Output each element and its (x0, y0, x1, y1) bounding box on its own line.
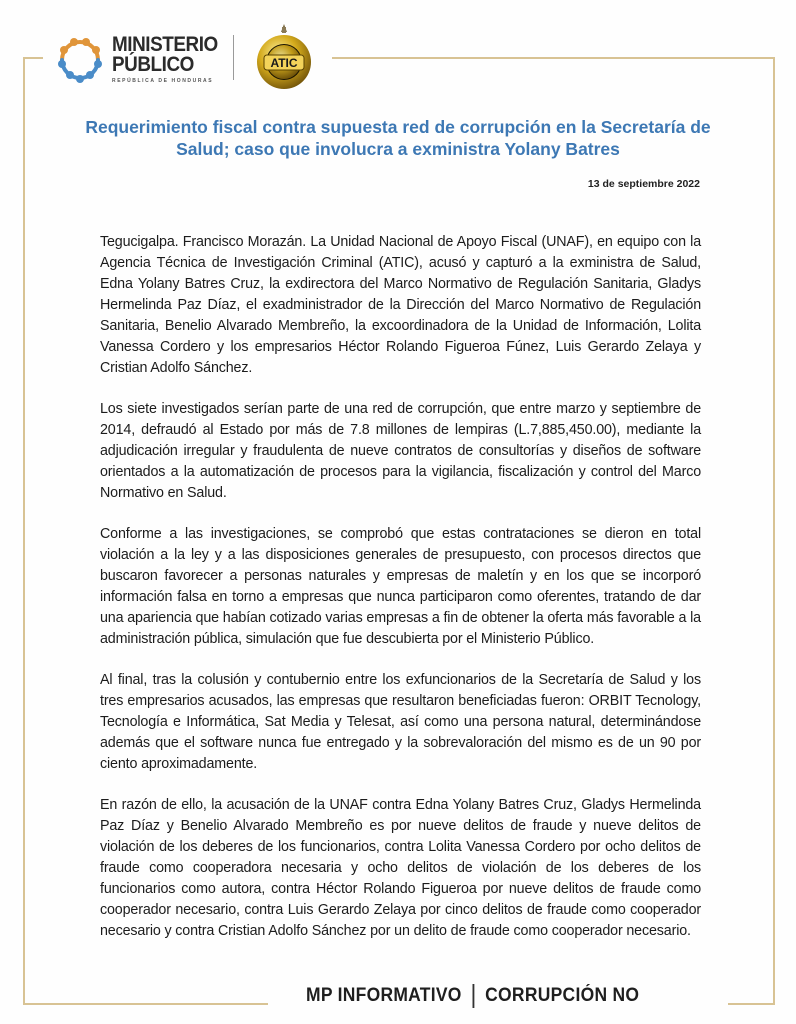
frame-top-left-line (23, 57, 43, 59)
atic-badge-icon (249, 22, 319, 92)
frame-right-line (773, 57, 775, 1005)
document-title: Requerimiento fiscal contra supuesta red de corrupción en la Secretaría de Salud; caso que involucra a exministra Yolany Batres (85, 117, 711, 159)
frame-left-line (23, 57, 25, 1005)
people-circle-icon (54, 34, 106, 84)
atic-label: ATIC (270, 56, 298, 70)
frame-bottom-right-line (728, 1003, 775, 1005)
document-date: 13 de septiembre 2022 (587, 178, 700, 190)
document-body (100, 232, 701, 962)
frame-bottom-left-line (23, 1003, 268, 1005)
paragraph: En razón de ello, la acusación de la UNAF contra Edna Yolany Batres Cruz, Gladys Hermelinda Paz Díaz y Benelio Alvarado Membreño es por nueve delitos de fraude y nueve delitos de violación de los deberes de los funcionarios, contra Lolita Vanessa Cordero por ocho delitos de fraude como cooperadora necesaria y ocho delitos de violación de los deberes de los funcionarios como autora, contra Héctor Rolando Figueroa por nueve delitos de fraude como cooperador necesario, contra Luis Gerardo Zelaya por cinco delitos de fraude como cooperador necesario y contra Cristian Adolfo Sánchez por un delito de fraude como cooperador necesario. (100, 797, 701, 939)
ministerio-publico-logo (54, 30, 224, 86)
paragraph: Los siete investigados serían parte de una red de corrupción, que entre marzo y septiembre de 2014, defraudó al Estado por más de 7.8 millones de lempiras (L.7,885,450.00), mediante la adjudicación irregular y fraudulenta de nueve contratos de consultorías y diseños de software orientados a la automatización de procesos para la vigilancia, fiscalización y control del Marco Normativo en Salud. (100, 401, 701, 501)
footer-mp-informativo: MP INFORMATIVO (306, 985, 462, 1006)
logo-subtitle: REPÚBLICA DE HONDURAS (112, 78, 214, 84)
logo-divider (233, 35, 234, 80)
paragraph: Al final, tras la colusión y contubernio entre los exfuncionarios de la Secretaría de Salud y los tres empresarios acusados, las empresas que resultaron beneficiadas fueron: ORBIT Tecnology, Tecnología e Informática, Sat Media y Telesat, así como una persona natural, determinándose además que el software nunca fue entregado y la sobrevaloración del mismo es de un 90 por ciento aproximadamente. (100, 672, 701, 772)
footer-corrupcion-no: CORRUPCIÓN NO (485, 985, 640, 1006)
logo-text-publico: PÚBLICO (112, 53, 194, 76)
footer-divider (473, 984, 474, 1008)
logo-text-ministerio: MINISTERIO (112, 33, 218, 56)
footer-tagline (306, 984, 639, 1008)
paragraph: Tegucigalpa. Francisco Morazán. La Unidad Nacional de Apoyo Fiscal (UNAF), en equipo con la Agencia Técnica de Investigación Criminal (ATIC), acusó y capturó a la exministra de Salud, Edna Yolany Batres Cruz, la exdirectora del Marco Normativo de Regulación Sanitaria, Gladys Hermelinda Paz Díaz, el exadministrador de la Dirección del Marco Normativo de Regulación Sanitaria, Benelio Alvarado Membreño, la excoordinadora de la Unidad de Información, Lolita Vanessa Cordero y los empresarios Héctor Rolando Figueroa Fúnez, Luis Gerardo Zelaya y Cristian Adolfo Sánchez. (100, 234, 701, 376)
paragraph: Conforme a las investigaciones, se comprobó que estas contrataciones se dieron en total violación a la ley y a las disposiciones generales de presupuesto, con procesos directos que buscaron favorecer a personas naturales y empresas de maletín y en los que se incorporó información falsa en torno a empresas que nunca participaron como oferentes, tratando de dar una apariencia que habían cotizado varias empresas a fin de obtener la oferta más favorable a la administración pública, simulación que fue descubierta por el Ministerio Público. (100, 526, 701, 647)
frame-top-right-line (332, 57, 775, 59)
